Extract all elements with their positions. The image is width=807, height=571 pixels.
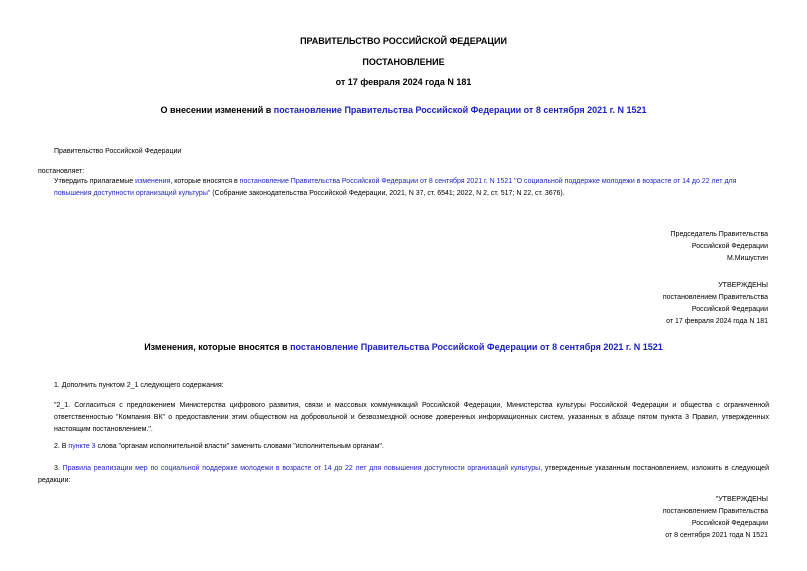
p1-text-a: Утвердить прилагаемые (54, 178, 136, 185)
decides-label: постановляет: (38, 168, 85, 175)
government-heading: ПРАВИТЕЛЬСТВО РОССИЙСКОЙ ФЕДЕРАЦИИ (300, 36, 507, 46)
government-label: Правительство Российской Федерации (54, 148, 182, 155)
point-3-link[interactable]: пункте 3 (68, 443, 96, 450)
changes-link[interactable]: изменения (135, 178, 171, 185)
change-item-2 (54, 441, 769, 453)
document-date-number: от 17 февраля 2024 года N 181 (335, 77, 472, 87)
item2-text-a: 2. В (54, 443, 69, 450)
signature-line-3: М.Мишустин (726, 255, 768, 262)
item3-text-a: 3. (54, 465, 63, 472)
approved-line-3: Российской Федерации (691, 306, 768, 313)
resolution-1521-link[interactable]: постановление Правительства Российской Федерации от 8 сентября 2021 г. N 1521 "О социальной поддержке молодежи в возрасте от 14 до 22 лет для повышения доступности организаций культуры" (54, 178, 737, 197)
change-item-1-quote: "2_1. Согласиться с предложением Министерства цифрового развития, связи и массовых коммуникаций Российской Федерации, Министерства культуры Российской Федерации и общества с ограниченной ответственностью "Компания ВК" о предоставлении этим обществом на добровольной и безвозмездной основе доверенных информационных систем, указанных в абзаце пятом пункта 3 Правил, утвержденных настоящим постановлением.". (54, 402, 769, 433)
item3-text-b: , утвержденные указанным постановлением, изложить в следующей редакции: (38, 465, 769, 484)
approved2-line-1: "УТВЕРЖДЕНЫ (715, 496, 768, 503)
resolution-paragraph (54, 176, 769, 200)
approved-line-2: постановлением Правительства (662, 294, 768, 301)
approved2-line-3: Российской Федерации (691, 520, 768, 527)
approved-block-2 (663, 494, 768, 542)
changes-title (0, 342, 807, 352)
signature-line-2: Российской Федерации (691, 243, 768, 250)
approved-line-4: от 17 февраля 2024 года N 181 (666, 318, 768, 325)
change-item-3 (38, 463, 769, 487)
approved-block (663, 280, 768, 328)
signature-line-1: Председатель Правительства (670, 231, 768, 238)
document-type: ПОСТАНОВЛЕНИЕ (362, 57, 445, 67)
rules-link[interactable]: Правила реализации мер по социальной поддержке молодежи в возрасте от 14 до 22 лет для повышения доступности организаций культуры (62, 465, 541, 472)
p1-text-b: , которые вносятся в (170, 178, 240, 185)
changes-title-prefix: Изменения, которые вносятся в (144, 342, 291, 352)
changes-title-link[interactable]: постановление Правительства Российской Федерации от 8 сентября 2021 г. N 1521 (290, 342, 663, 352)
change-item-1: 1. Дополнить пунктом 2_1 следующего содержания: (54, 382, 224, 389)
document-title (0, 105, 807, 115)
title-link[interactable]: постановление Правительства Российской Федерации от 8 сентября 2021 г. N 1521 (273, 105, 647, 115)
signature-block (671, 229, 768, 265)
approved2-line-4: от 8 сентября 2021 года N 1521 (665, 532, 768, 539)
item2-text-b: слова "органам исполнительной власти" заменить словами "исполнительным органам". (95, 443, 384, 450)
approved2-line-2: постановлением Правительства (662, 508, 768, 515)
title-prefix: О внесении изменений в (160, 105, 274, 115)
p1-text-c: (Собрание законодательства Российской Федерации, 2021, N 37, ст. 6541; 2022, N 2, ст. 517; N 22, ст. 3676). (210, 190, 565, 197)
approved-line-1: УТВЕРЖДЕНЫ (718, 282, 768, 289)
